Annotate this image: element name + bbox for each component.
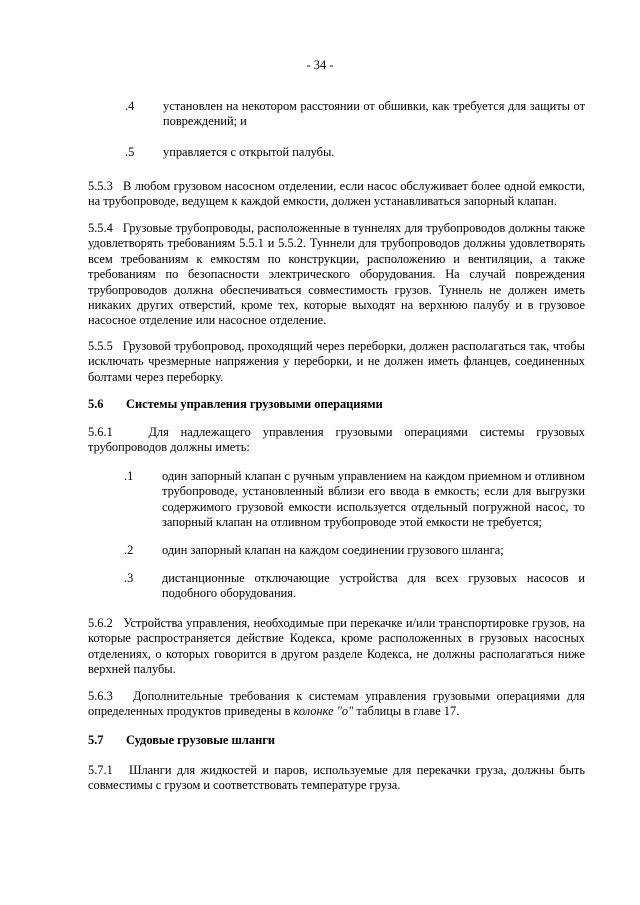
section-title: Системы управления грузовыми операциями: [126, 397, 383, 411]
paragraph-5-5-3: 5.5.3 В любом грузовом насосном отделении, если насос обслуживает более одной емкости, на трубопроводе, ведущем к каждой емкости, должен устанавливаться запорный клапан.: [88, 179, 585, 209]
list-item-text: дистанционные отключающие устройства для всех грузовых насосов и подобного оборудования.: [162, 571, 585, 601]
list-item-number: .2: [124, 543, 134, 557]
list-item: [124, 469, 585, 531]
paragraph-5-6-3-tail: таблицы в главе 17.: [353, 704, 460, 719]
paragraph-5-5-5: 5.5.5 Грузовой трубопровод, проходящий через переборки, должен располагаться так, чтобы исключать чрезмерные напряжения у переборки, и не должен иметь фланцев, соединенных болтами через переборку.: [88, 339, 585, 384]
paragraph-5-7-1: 5.7.1 Шланги для жидкостей и паров, используемые для перекачки груза, должны быть совместимы с грузом и соответствовать температуре груза.: [88, 763, 585, 793]
list-item-number: .5: [125, 145, 135, 159]
section-number: 5.6: [88, 397, 104, 411]
list-item-text: установлен на некотором расстоянии от обшивки, как требуется для защиты от повреждений; и: [163, 99, 585, 129]
list-item-number: .3: [124, 571, 134, 585]
list-item: [124, 571, 585, 602]
list-item: [124, 543, 585, 558]
paragraph-5-6-1: 5.6.1 Для надлежащего управления грузовыми операциями системы грузовых трубопроводов должны иметь:: [88, 425, 585, 455]
section-heading-5-6: [88, 397, 383, 412]
column-o-reference: колонке "о": [293, 704, 354, 719]
section-title: Судовые грузовые шланги: [126, 733, 275, 747]
paragraph-5-6-2: 5.6.2 Устройства управления, необходимые при перекачке и/или транспортировке грузов, на которые распространяется действие Кодекса, кроме расположенных в грузовых насосных отделениях, о которых говорится в другом разделе Кодекса, не должны располагаться ниже верхней палубы.: [88, 616, 585, 677]
list-item-text: один запорный клапан на каждом соединении грузового шланга;: [162, 543, 504, 557]
section-number: 5.7: [88, 733, 104, 747]
page-number: - 34 -: [306, 58, 334, 72]
list-item-number: .1: [124, 469, 134, 483]
paragraph-5-5-4: 5.5.4 Грузовые трубопроводы, расположенные в туннелях для трубопроводов должны также удовлетворять требованиям 5.5.1 и 5.5.2. Туннели для трубопроводов должны удовлетворять всем требованиям к емкостям по конструкции, расположению и вентиляции, а также требованиям по безопасности электрического оборудования. На случай повреждения трубопроводов должна обеспечиваться совместимость грузов. Туннель не должен иметь никаких других отверстий, кроме тех, которые выходят на верхнюю палубу и в грузовое насосное отделение или насосное отделение.: [88, 221, 585, 328]
list-item-text: управляется с открытой палубы.: [163, 145, 335, 159]
list-item: [125, 145, 585, 160]
section-heading-5-7: [88, 733, 275, 748]
paragraph-5-6-3: [88, 689, 585, 720]
list-item-number: .4: [125, 99, 135, 113]
paragraph-5-6-3-text: 5.6.3 Дополнительные требования к системам управления грузовыми операциями для определенных продуктов приведены в: [88, 689, 585, 719]
list-item-text: один запорный клапан с ручным управлением на каждом приемном и отливном трубопроводе, установленный вблизи его ввода в емкость; если для выгрузки содержимого грузовой емкости используется отдельный погружной насос, то запорный клапан на отливном трубопроводе этой емкости не требуется;: [162, 469, 585, 530]
list-item: [125, 99, 585, 130]
